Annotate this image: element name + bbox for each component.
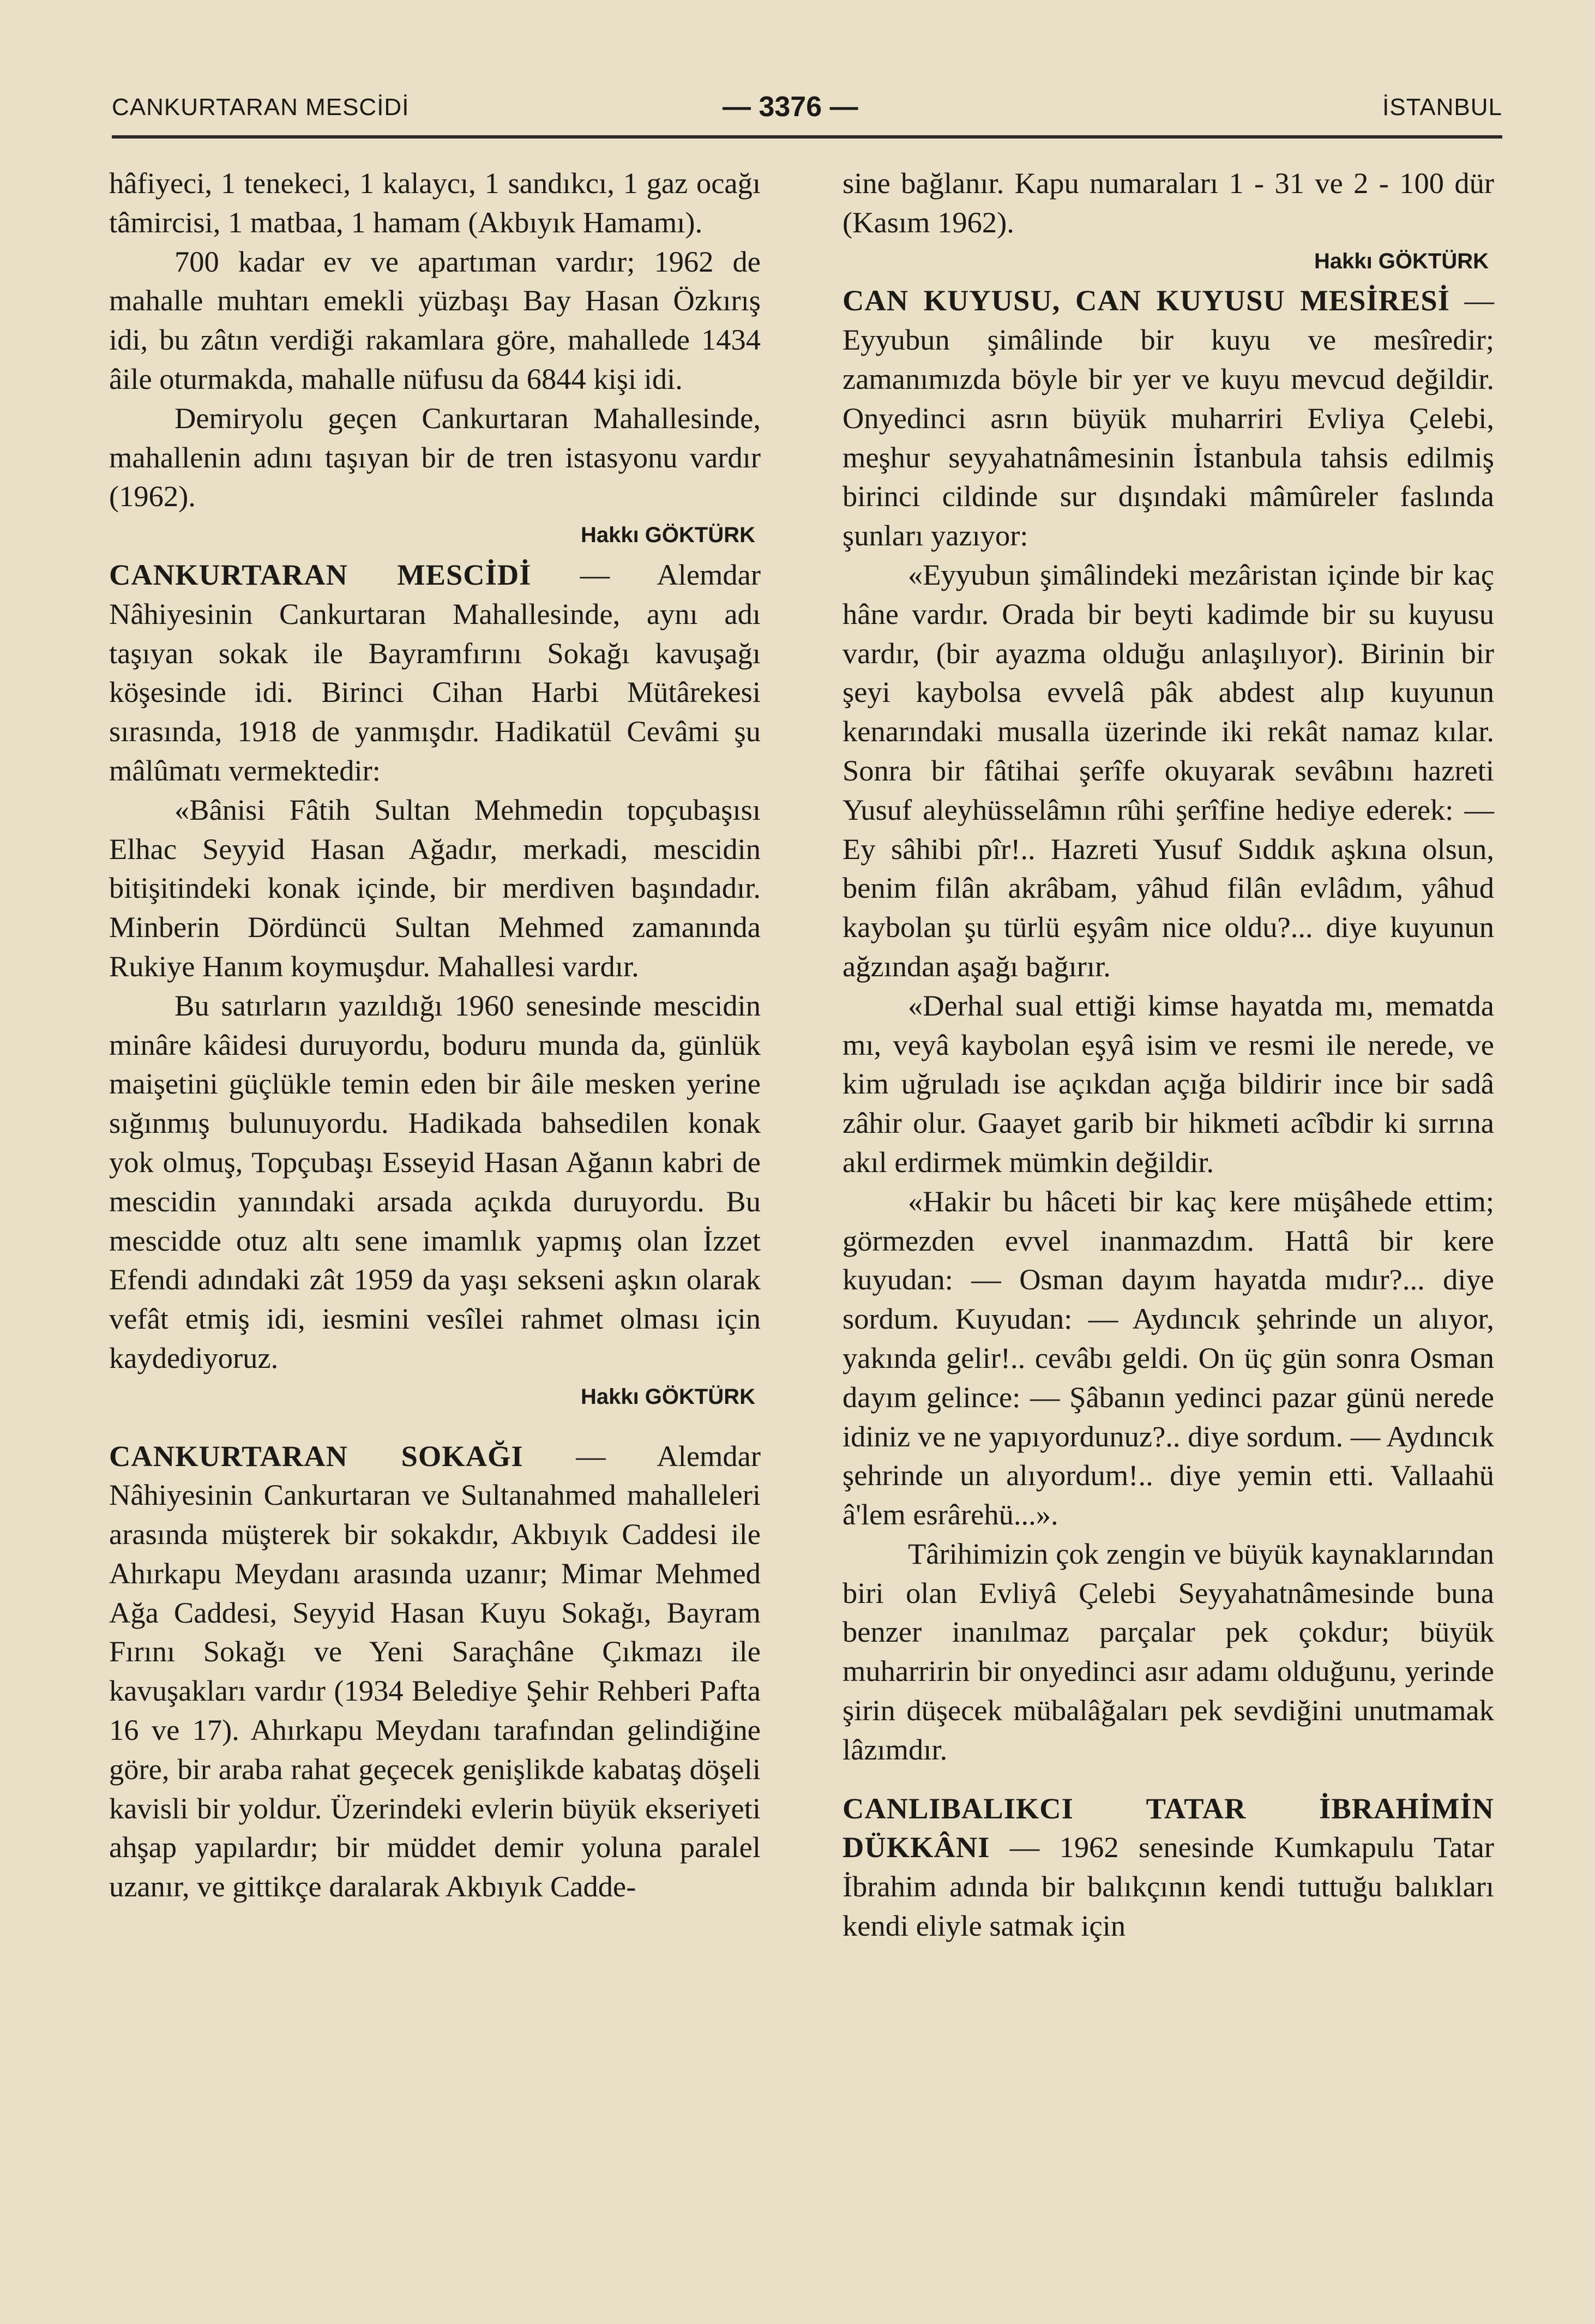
entry-title: CANLIBALIKCI TATAR İBRAHİMİN DÜKKÂNI	[842, 1791, 1494, 1864]
running-header	[112, 82, 1502, 131]
entry-cankurtaran-sokagi	[109, 1437, 761, 1907]
right-column	[842, 164, 1494, 1945]
paragraph: Demiryolu geçen Cankurtaran Mahallesinde, mahallenin adını taşıyan bir de tren istasyonu vardır (1962).	[109, 401, 761, 513]
page-number: — 3376 —	[723, 91, 858, 123]
author-signature: Hakkı GÖKTÜRK	[580, 523, 755, 548]
paragraph: Târihimizin çok zengin ve büyük kaynaklarından biri olan Evliyâ Çelebi Seyyahatnâmesinde buna benzer inanılmaz parçalar pek çokdur; büyük muharririn bir onyedinci asır adamı olduğunu, yerinde şirin düşecek mübalâğaları pek sevdiğini unutmamak lâzımdır.	[842, 1536, 1494, 1766]
entry-text: — Alemdar Nâhiyesinin Cankurtaran ve Sultanahmed mahalleleri arasında müşterek bir sokakdır, Akbıyık Caddesi ile Ahırkapu Meydanı arasında uzanır; Mimar Mehmed Ağa Caddesi, Seyyid Hasan Kuyu Sokağı, Bayram Fırını Sokağı ve Yeni Saraçhâne Çıkmazı ile kavuşakları vardır (1934 Belediye Şehir Rehberi Pafta 16 ve 17). Ahırkapu Meydanı tarafından gelindiğine göre, bir araba rahat geçecek genişlikde kabataş döşeli kavisli bir yoldur. Üzerindeki evlerin büyük ekseriyeti ahşap yapılardır; bir müddet demir yoluna paralel uzanır, ve gittikçe daralarak Akbıyık Cadde-	[109, 1439, 761, 1903]
entry-text: — Eyyubun şimâlinde bir kuyu ve mesîredir; zamanımızda böyle bir yer ve kuyu mevcud değildir. Onyedinci asrın büyük muharriri Evliya Çelebi, meşhur seyyahatnâmesinin İstanbula tahsis edilmiş birinci cildinde sur dışındaki mâmûreler faslında şunları yazıyor:	[842, 284, 1495, 553]
entry-title: CAN KUYUSU, CAN KUYUSU MESİRESİ	[842, 284, 1450, 317]
entry-can-kuyusu	[842, 281, 1494, 555]
entry-cankurtaran-mescidi	[109, 555, 761, 790]
quote-paragraph: «Eyyubun şimâlindeki mezâristan içinde bir kaç hâne vardır. Orada bir beyti kadimde bir su kuyusu vardır, (bir ayazma olduğu anlaşılıyor). Birinin bir şeyi kaybolsa evvelâ pâk abdest alıp kuyunun kenarındaki musalla üzerinde iki rekât namaz kılar. Sonra bir fâtihai şerîfe okuyarak sevâbını hazreti Yusuf aleyhüsselâmın rûhi şerîfine hediye ederek: — Ey sâhibi pîr!.. Hazreti Yusuf Sıddık aşkına olsun, benim filân akrâbam, yâhud filân evlâdım, yâhud kaybolan şu türlü eşyâm nice oldu?... diye kuyunun ağzından aşağı bağırır.	[842, 557, 1494, 983]
author-signature: Hakkı GÖKTÜRK	[580, 1384, 755, 1409]
paragraph: sine bağlanır. Kapu numaraları 1 - 31 ve 2 - 100 dür (Kasım 1962).	[842, 166, 1494, 239]
paragraph: Bu satırların yazıldığı 1960 senesinde mescidin minâre kâidesi duruyordu, boduru munda da, günlük maişetini güçlükle temin eden bir âile mesken yerine sığınmış bulunuyordu. Hadikada bahsedilen konak yok olmuş, Topçubaşı Esseyid Hasan Ağanın kabri de mescidin yanındaki arsada açıkda duruyordu. Bu mescidde otuz altı sene imamlık yapmış olan İzzet Efendi adındaki zât 1959 da yaşı sekseni aşkın olarak vefât etmiş idi, iesmini vesîlei rahmet olması için kaydediyoruz.	[109, 988, 761, 1374]
spacer	[109, 1417, 761, 1437]
left-column	[109, 164, 761, 1906]
header-left-title: CANKURTARAN MESCİDİ	[112, 94, 410, 121]
entry-text: — Alemdar Nâhiyesinin Cankurtaran Mahallesinde, aynı adı taşıyan sokak ile Bayramfırını Sokağı kavuşağı köşesinde idi. Birinci Cihan Harbi Mütârekesi sırasında, 1918 de yanmışdır. Hadikatül Cevâmi şu mâlûmatı vermektedir:	[109, 557, 761, 787]
entry-title: CANKURTARAN SOKAĞI	[109, 1439, 523, 1473]
spacer	[842, 1769, 1494, 1789]
author-signature: Hakkı GÖKTÜRK	[1314, 249, 1489, 273]
entry-title: CANKURTARAN MESCİDİ	[109, 557, 532, 591]
entry-text: — 1962 senesinde Kumkapulu Tatar İbrahim adında bir balıkçının kendi tuttuğu balıkları kendi eliyle satmak için	[842, 1830, 1494, 1943]
quote-paragraph: «Bânisi Fâtih Sultan Mehmedin topçubaşısı Elhac Seyyid Hasan Ağadır, merkadi, mescidin bitişitindeki konak içinde, bir merdiven başındadır. Minberin Dördüncü Sultan Mehmed zamanında Rukiye Hanım koymuşdur. Mahallesi vardır.	[109, 792, 761, 983]
paragraph: 700 kadar ev ve apartıman vardır; 1962 de mahalle muhtarı emekli yüzbaşı Bay Hasan Özkırış idi, bu zâtın verdiği rakamlara göre, mahallede 1434 âile oturmakda, mahalle nüfusu da 6844 kişi idi.	[109, 244, 761, 395]
header-right-title: İSTANBUL	[1382, 94, 1502, 121]
entry-canlibalikci	[842, 1789, 1494, 1945]
paragraph: hâfiyeci, 1 tenekeci, 1 kalaycı, 1 sandıkcı, 1 gaz ocağı tâmircisi, 1 matbaa, 1 hamam (Akbıyık Hamamı).	[109, 166, 761, 239]
quote-paragraph: «Derhal sual ettiği kimse hayatda mı, mematda mı, veyâ kaybolan eşyâ isim ve resmi ile nerede, ve kim uğruladı ise açıkdan açığa bildirir ince bir sadâ zâhir olur. Gaayet garib bir hikmeti acîbdir ki sırrına akıl erdirmek mümkin değildir.	[842, 988, 1494, 1179]
header-rule	[112, 135, 1502, 139]
quote-paragraph: «Hakir bu hâceti bir kaç kere müşâhede ettim; görmezden evvel inanmazdım. Hattâ bir kere kuyudan: — Osman dayım hayatda mıdır?... diye sordum. Kuyudan: — Aydıncık şehrinde un alıyor, yakında gelir!.. cevâbı geldi. On üç gün sonra Osman dayım gelince: — Şâbanın yedinci pazar günü nerede idiniz ve ne yapıyordunuz?.. diye sordum. — Aydıncık şehrinde un alıyordum!.. diye yemin etti. Vallaahü â'lem esrârehü...».	[842, 1184, 1494, 1532]
